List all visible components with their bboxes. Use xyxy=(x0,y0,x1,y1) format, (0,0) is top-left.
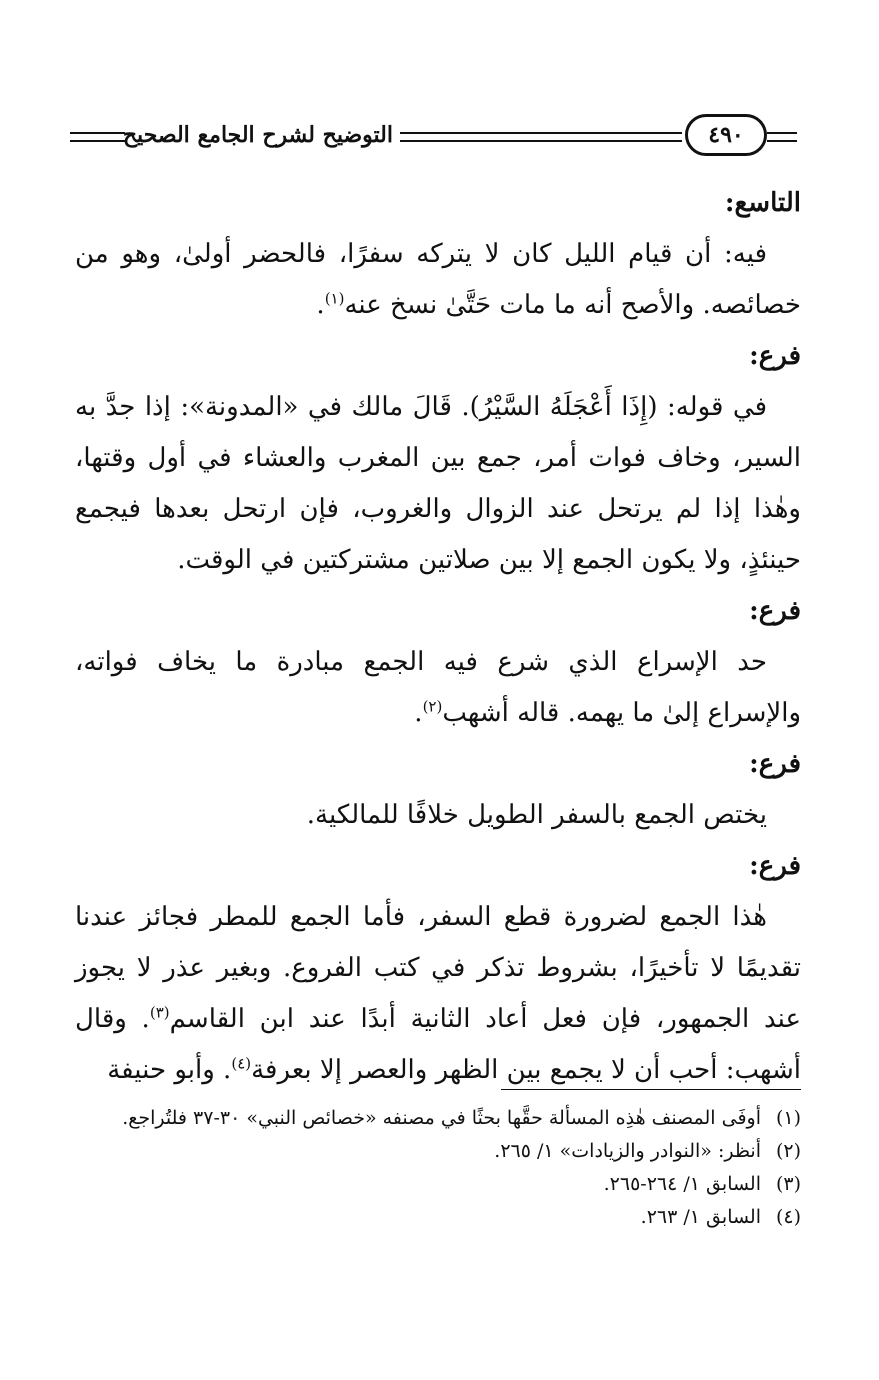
paragraph-text: هٰذا الجمع لضرورة قطع السفر، فأما الجمع للمطر فجائز عندنا تقديمًا لا تأخيرًا، بشروط تذكر في كتب الفروع. وبغير عذر لا يجوز عند الجمهور، فإن فعل أعاد الثانية أبدًا عند ابن القاسم xyxy=(75,902,801,1034)
running-title: التوضيح لشرح الجامع الصحيح xyxy=(122,122,393,148)
page-number: ٤٩٠ xyxy=(685,114,767,156)
paragraph xyxy=(75,790,801,841)
paragraph-text: في قوله: (إِذَا أَعْجَلَهُ السَّيْرُ). قَالَ مالك في «المدونة»: إذا جدَّ به السير، وخاف فوات أمر، جمع بين المغرب والعشاء في أول وقتها، وهٰذا إذا لم يرتحل عند الزوال والغروب، فإن ارتحل بعدها فيجمع حينئذٍ، ولا يكون الجمع إلا بين صلاتين مشتركتين في الوقت. xyxy=(75,392,801,575)
paragraph-text: يختص الجمع بالسفر الطويل خلافًا للمالكية. xyxy=(306,800,767,830)
branch-heading: فرع: xyxy=(749,851,801,881)
paragraph xyxy=(75,892,801,1096)
punctuation: . xyxy=(316,290,325,320)
paragraph xyxy=(75,229,801,331)
footnote-separator xyxy=(501,1089,801,1090)
paragraph-text: فيه: أن قيام الليل كان لا يتركه سفرًا، فالحضر أولىٰ، وهو من خصائصه. والأصح أنه ما مات حَتَّىٰ نسخ عنه xyxy=(75,239,801,320)
running-header xyxy=(70,112,800,162)
main-text xyxy=(75,178,801,1096)
footnote-ref: (٢) xyxy=(422,697,443,716)
footnote-ref: (١) xyxy=(324,289,345,308)
section-heading-ninth: التاسع: xyxy=(724,188,801,218)
footnote-text: السابق ١/ ٢٦٤-٢٦٥. xyxy=(603,1173,761,1195)
header-rule xyxy=(400,132,682,142)
footnote-ref: (٣) xyxy=(149,1003,170,1022)
punctuation: . xyxy=(414,698,423,728)
branch-heading: فرع: xyxy=(749,341,801,371)
paragraph-text: . وأبو حنيفة xyxy=(107,1055,232,1085)
footnote xyxy=(75,1135,801,1168)
footnote-text: أوفَى المصنف هٰذِه المسألة حقَّها بحثًا في مصنفه «خصائص النبي» ٣٠-٣٧ فلتُراجع. xyxy=(122,1107,761,1129)
paragraph xyxy=(75,382,801,586)
footnote-number: (٣) xyxy=(775,1173,801,1195)
footnote-text: السابق ١/ ٢٦٣. xyxy=(640,1206,761,1228)
footnote xyxy=(75,1201,801,1234)
footnote-ref: (٤) xyxy=(231,1054,252,1073)
branch-heading: فرع: xyxy=(749,596,801,626)
paragraph xyxy=(75,637,801,739)
paragraph-text: حد الإسراع الذي شرع فيه الجمع مبادرة ما يخاف فواته، والإسراع إلىٰ ما يهمه. قاله أشهب xyxy=(75,647,801,728)
branch-heading: فرع: xyxy=(749,749,801,779)
header-rule xyxy=(70,132,125,142)
footnote-number: (٤) xyxy=(775,1206,801,1228)
footnote-number: (٢) xyxy=(775,1140,801,1162)
footnote xyxy=(75,1168,801,1201)
footnote-number: (١) xyxy=(775,1107,801,1129)
footnotes xyxy=(75,1102,801,1234)
header-rule xyxy=(767,132,797,142)
paragraph-text: . وقال أشهب: أحب أن لا يجمع بين الظهر والعصر إلا بعرفة xyxy=(75,1004,801,1085)
footnote-text: أنظر: «النوادر والزيادات» ١/ ٢٦٥. xyxy=(494,1140,761,1162)
footnote xyxy=(75,1102,801,1135)
